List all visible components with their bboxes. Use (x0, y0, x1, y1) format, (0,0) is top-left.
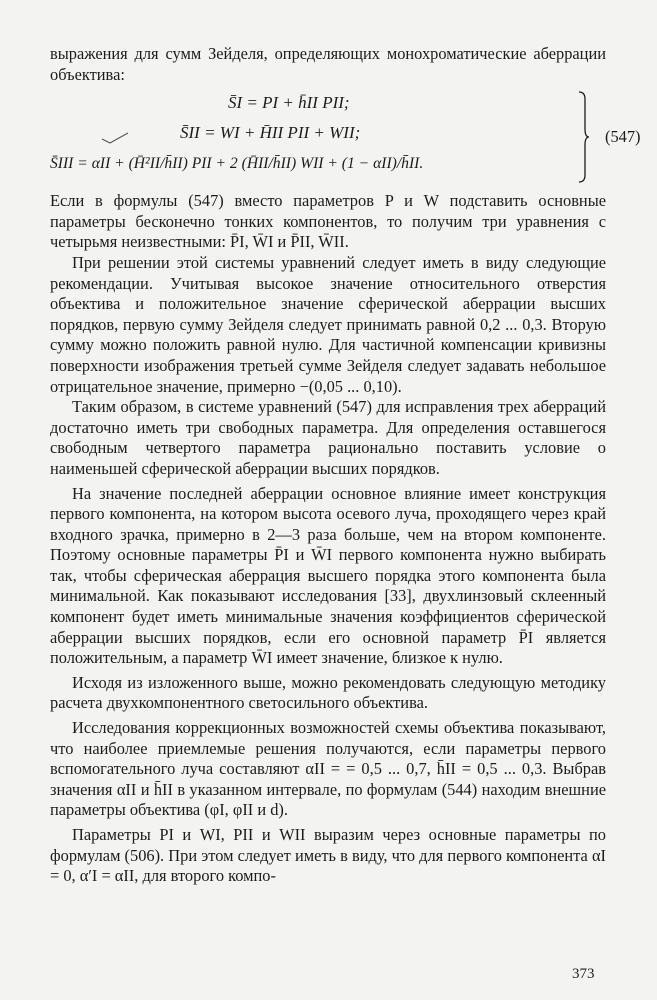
equation-block (50, 91, 641, 187)
right-brace-icon (578, 91, 590, 183)
equation-2: S̄II = WI + H̄II PII + WII; (180, 123, 361, 143)
equation-3: S̄III = αII + (H̄²II/h̄II) PII + 2 (H̄II/h̄II) WII + (1 − αII)/h̄II. (50, 155, 424, 173)
paragraph-6: Исследования коррекционных возможностей схемы объектива показывают, что наиболее приемлемые решения получаются, если параметры первого вспомогательного луча составляют αII = = 0,5 ... 0,7, h̄II = 0,5 ... 0,3. Выбрав значения αII и h̄II в указанном интервале, по формулам (544) находим внешние параметры объектива (φI, φII и d). (50, 718, 606, 820)
equation-number: (547) (605, 127, 641, 147)
page-number: 373 (572, 966, 595, 982)
paragraph-5: Исходя из изложенного выше, можно рекомендовать следующую методику расчета двухкомпонентного светосильного объектива. (50, 672, 606, 713)
paragraph-3: Таким образом, в системе уравнений (547) для исправления трех аберраций достаточно иметь три свободных параметра. Для определения оставшегося свободным четвертого параметра рационально поставить условие о наименьшей сферической аберрации высших порядков. (50, 397, 606, 478)
intro-text: выражения для сумм Зейделя, определяющих монохроматические аберрации объектива: (50, 44, 606, 84)
paragraph-7: Параметры PI и WI, PII и WII выразим через основные параметры по формулам (506). При этом следует иметь в виду, что для первого компонента αI = 0, α′I = αII, для второго компо- (50, 825, 606, 886)
paragraph-2: При решении этой системы уравнений следует иметь в виду следующие рекомендации. Учитывая высокое значение относительного отверстия объектива и положительное значение сферической аберрации высших порядков, первую сумму Зейделя следует принимать равной 0,2 ... 0,3. Вторую сумму можно положить равной нулю. Для частичной компенсации кривизны поверхности изображения третьей сумме Зейделя следует задавать небольшое отрицательное значение, примерно −(0,05 ... 0,10). (50, 252, 606, 396)
equation-1: S̄I = PI + h̄II PII; (228, 93, 350, 113)
paragraph-1: Если в формулы (547) вместо параметров P и W подставить основные параметры бесконечно тонких компонентов, то получим три уравнения с четырьмя неизвестными: P̄I, W̄I и P̄II, W̄II. (50, 191, 606, 252)
paragraph-4: На значение последней аберрации основное влияние имеет конструкция первого компонента, на котором высота осевого луча, проходящего через край входного зрачка, примерно в 2—3 раза больше, чем на втором компоненте. Поэтому основные параметры P̄I и W̄I первого компонента нужно выбирать так, чтобы сферическая аберрация высшего порядка этого компонента была минимальной. Как показывают исследования [33], двухлинзовый склеенный компонент будет иметь минимальные значения коэффициентов сферической аберрации высших порядков, если его основной параметр P̄I является положительным, а параметр W̄I имеет значение, близкое к нулю. (50, 483, 606, 668)
pencil-tick-mark-icon (100, 131, 130, 145)
text-column (50, 44, 641, 887)
